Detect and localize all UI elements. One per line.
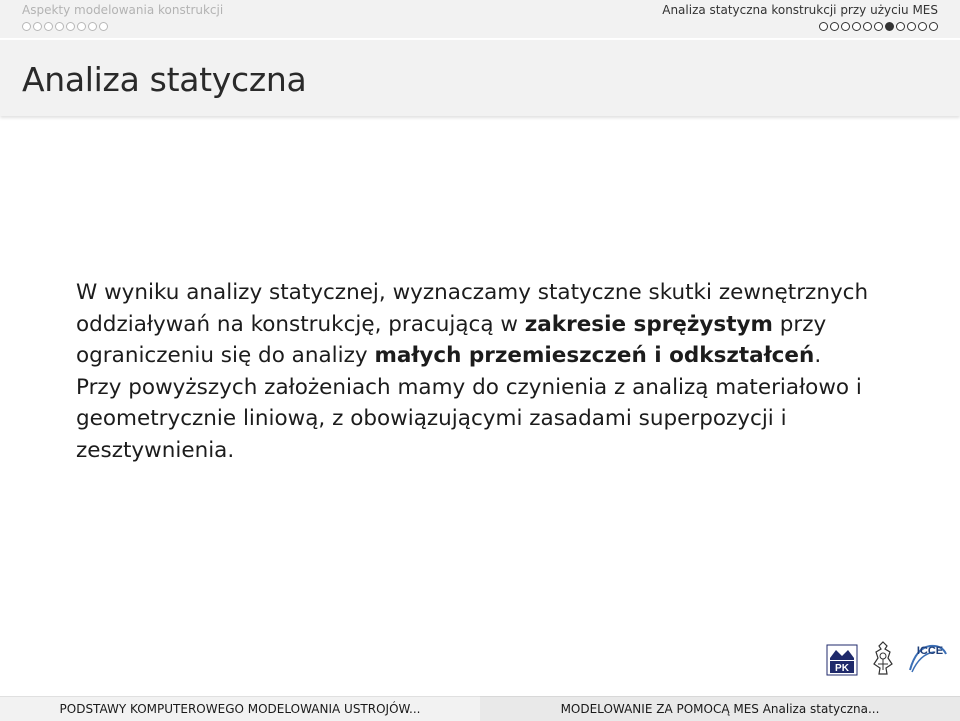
slide-dot[interactable] (852, 22, 861, 31)
slide-dot[interactable] (33, 22, 42, 31)
emphasis-small-displacements: małych przemieszczeń i odkształceń (374, 343, 815, 368)
logo-strip (826, 640, 952, 680)
icce-logo-text: ICCE (916, 645, 944, 657)
slide-dot[interactable] (896, 22, 905, 31)
slide-dot[interactable] (88, 22, 97, 31)
slide-dot[interactable] (929, 22, 938, 31)
slide-dot[interactable] (819, 22, 828, 31)
slide-dot[interactable] (66, 22, 75, 31)
paragraph-1-text-1: W wyniku analizy statycznej, wyznaczamy statyczne skutki zewnętrznych oddziaływań na konstrukcję, pracującą w (76, 280, 869, 337)
section-slide-dots (22, 22, 223, 32)
section-title-link[interactable]: Aspekty modelowania konstrukcji (22, 3, 224, 17)
slide-dot[interactable] (44, 22, 53, 31)
presentation-title-link[interactable]: Analiza statyczna konstrukcji przy użyciu MES (662, 3, 938, 17)
page-title: Analiza statyczna (22, 60, 307, 99)
emphasis-elastic-range: zakresie sprężystym (524, 311, 773, 337)
paragraph-1-text-3: . (814, 343, 822, 368)
slide-dot[interactable] (885, 22, 894, 31)
frame-title-bar (0, 40, 960, 116)
pk-logo-text: PK (835, 663, 849, 674)
slide-dot[interactable] (55, 22, 64, 31)
slide-dot[interactable] (77, 22, 86, 31)
slide-dot[interactable] (99, 22, 108, 31)
footer-title-info: MODELOWANIE ZA POMOCĄ MES Analiza statyczna... (480, 696, 960, 721)
emblem-logo (868, 640, 898, 676)
icce-logo (906, 640, 950, 676)
slide-dot[interactable] (841, 22, 850, 31)
section-nav (22, 3, 223, 32)
slide-dot[interactable] (863, 22, 872, 31)
pk-university-logo (826, 644, 858, 676)
presentation-nav (662, 3, 938, 32)
paragraph-1-text-2: przy ograniczeniu się do analizy (76, 311, 827, 368)
slide-dot[interactable] (874, 22, 883, 31)
paragraph-2: Przy powyższych założeniach mamy do czynienia z analizą materiałowo i geometrycznie liniową, z obowiązującymi zasadami superpozycji i zesztywnienia. (76, 374, 862, 463)
slide-dot[interactable] (907, 22, 916, 31)
footer-author-info: PODSTAWY KOMPUTEROWEGO MODELOWANIA USTROJÓW... (0, 696, 480, 721)
slide-dot[interactable] (22, 22, 31, 31)
slide-dot[interactable] (830, 22, 839, 31)
slide-dot[interactable] (918, 22, 927, 31)
presentation-slide-dots (662, 22, 938, 32)
navigation-headline (0, 0, 960, 38)
slide-body (76, 277, 896, 466)
paragraph-1 (76, 277, 896, 372)
footer-bar (0, 696, 960, 720)
